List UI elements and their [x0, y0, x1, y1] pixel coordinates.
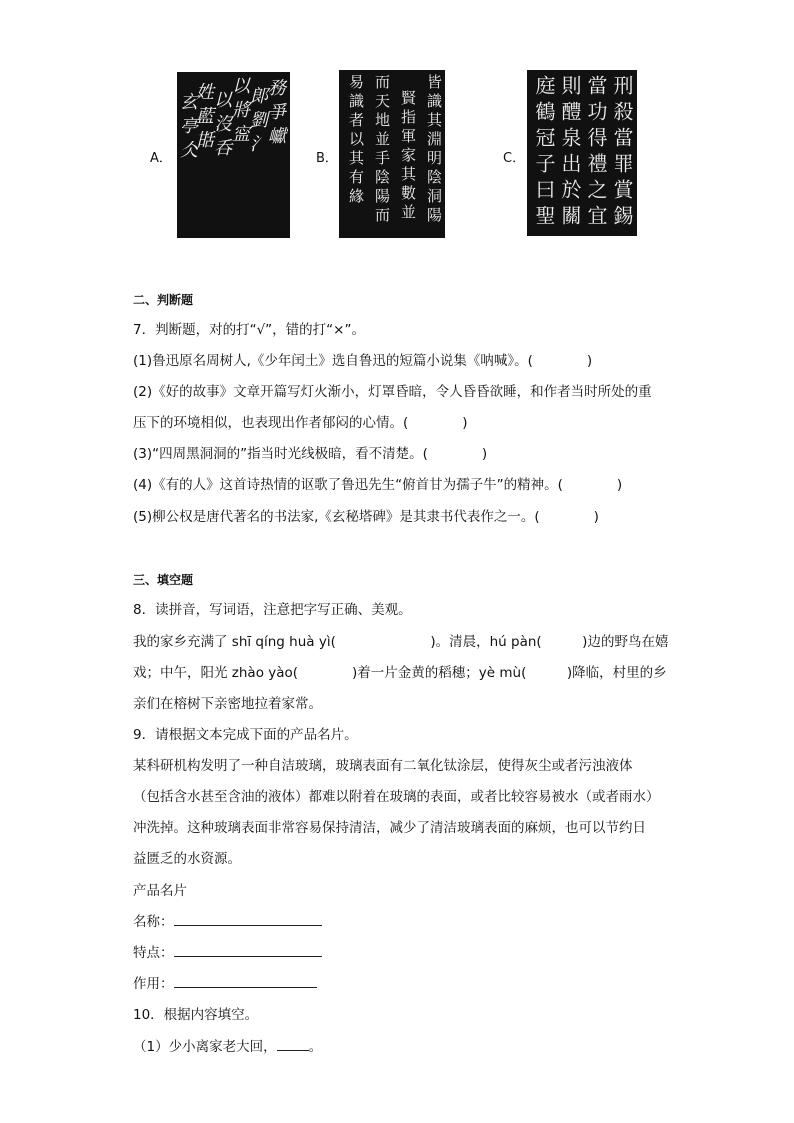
name-blank[interactable] [174, 913, 322, 926]
calligraphy-col: 則醴泉出於關 [558, 75, 582, 231]
poem-end: 。 [308, 1039, 323, 1055]
calligraphy-col: 郞劉氵 [247, 86, 268, 158]
question-8-line-1: 我的家乡充满了 shī qíng huà yì( )。清晨，hú pàn( )边的野鸟在嬉 [133, 634, 669, 650]
feature-blank[interactable] [174, 944, 322, 957]
question-9-text-2: （包括含水甚至含油的液体）都难以附着在玻璃的表面，或者比较容易被水（或者雨水） [133, 789, 660, 805]
calligraphy-col: 刑殺當罪賞錫 [610, 75, 634, 231]
name-label: 名称： [133, 914, 174, 930]
calligraphy-col: 庭鶴冠子曰聖 [532, 75, 556, 231]
calligraphy-image-c [527, 70, 637, 236]
use-label: 作用： [133, 976, 174, 992]
question-7-item-3: (3)“四周黑洞洞的”指当时光线极暗，看不清楚。( ) [133, 446, 488, 462]
product-card-name-field [133, 910, 322, 930]
question-9: 9．请根据文本完成下面的产品名片。 [133, 727, 358, 743]
poem-blank[interactable] [277, 1038, 309, 1051]
option-c-label: C． [503, 151, 526, 166]
question-7-item-2: (2)《好的故事》文章开篇写灯火渐小，灯罩昏暗，令人昏昏欲睡，和作者当时所处的重 [133, 384, 652, 400]
calligraphy-col: 務爭巘 [265, 78, 286, 150]
product-card-feature-field [133, 941, 322, 961]
calligraphy-image-a [177, 72, 290, 238]
question-9-text-1: 某科研机构发明了一种自洁玻璃，玻璃表面有二氧化钛涂层，使得灰尘或者污浊液体 [133, 758, 633, 774]
question-7-item-1: (1)鲁迅原名周树人,《少年闰土》选自鲁迅的短篇小说集《呐喊》。( ) [133, 353, 593, 369]
product-card-use-field [133, 972, 317, 992]
question-8-line-3: 亲们在榕树下亲密地拉着家常。 [133, 696, 322, 712]
option-a-label: A． [150, 151, 172, 166]
calligraphy-image-b [339, 70, 445, 238]
calligraphy-col: 皆識其淵明陰洞陽 [425, 74, 443, 226]
section-heading-judgement: 二、判断题 [133, 293, 194, 307]
calligraphy-col: 姓藍甛 [193, 82, 214, 154]
question-7-item-2-cont: 压下的环境相似，也表现出作者郁闷的心情。( ) [133, 415, 468, 431]
question-9-text-4: 益匮乏的水资源。 [133, 851, 241, 867]
section-heading-fill: 三、填空题 [133, 573, 194, 587]
calligraphy-col: 以沒呑 [211, 90, 232, 162]
calligraphy-col: 當功得禮之宜 [584, 75, 608, 231]
calligraphy-col: 以將寍 [229, 76, 250, 148]
product-card-title: 产品名片 [133, 883, 187, 899]
option-b-label: B． [316, 151, 338, 166]
question-10: 10．根据内容填空。 [133, 1007, 259, 1023]
question-9-text-3: 冲洗掉。这种玻璃表面非常容易保持清洁，减少了清洁玻璃表面的麻烦，也可以节约日 [133, 820, 646, 836]
calligraphy-col: 玄亭仌 [177, 92, 198, 164]
question-7: 7．判断题，对的打“√”，错的打“×”。 [133, 322, 365, 338]
question-7-item-4: (4)《有的人》这首诗热情的讴歌了鲁迅先生“俯首甘为孺子牛”的精神。( ) [133, 477, 623, 493]
calligraphy-col: 易識者以其有緣 [347, 74, 365, 207]
feature-label: 特点： [133, 945, 174, 961]
question-8-line-2: 戏；中午，阳光 zhào yào( )着一片金黄的稻穗；yè mù( )降临，村里的乡 [133, 665, 667, 681]
poem-line: （1）少小离家老大回， [133, 1039, 277, 1055]
use-blank[interactable] [174, 975, 317, 988]
calligraphy-col: 而天地並手陰陽而 [373, 74, 391, 226]
question-7-item-5: (5)柳公权是唐代著名的书法家,《玄秘塔碑》是其隶书代表作之一。( ) [133, 509, 599, 525]
question-8: 8．读拼音，写词语，注意把字写正确、美观。 [133, 602, 412, 618]
question-10-item-1 [133, 1035, 322, 1055]
calligraphy-col: 賢指軍家其數並 [399, 90, 417, 223]
